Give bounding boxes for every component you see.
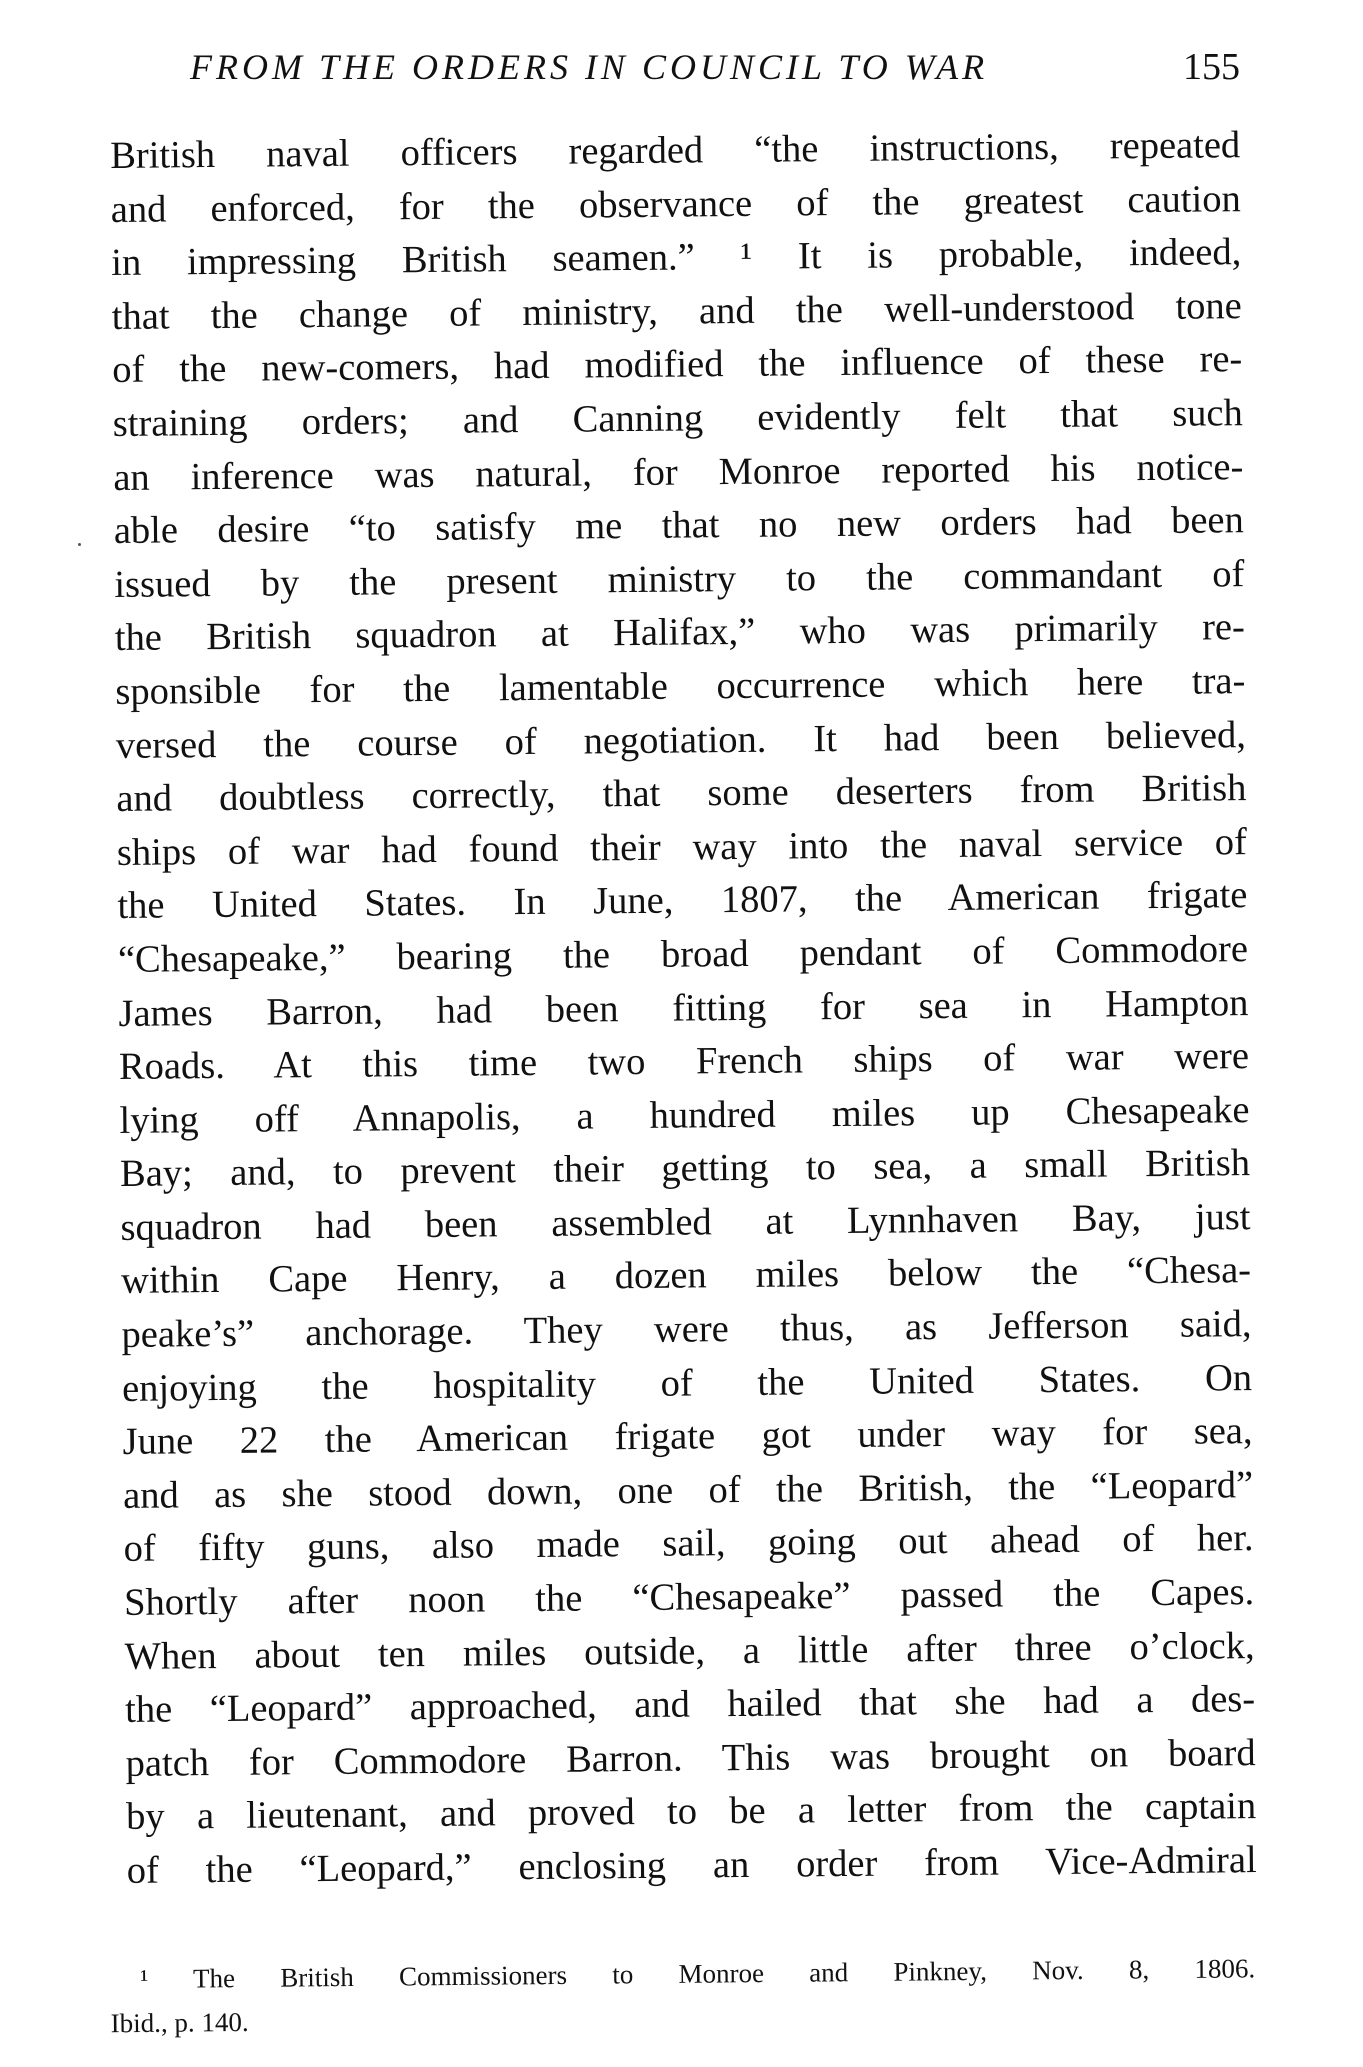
text-line: and doubtless correctly, that some deserters from British — [116, 767, 1247, 821]
text-line: that the change of ministry, and the well-understood tone — [111, 284, 1242, 338]
text-line: versed the course of negotiation. It had been believed, — [115, 713, 1247, 767]
text-line: June 22 the American frigate got under way for sea, — [122, 1410, 1253, 1464]
text-line: the United States. In June, 1807, the American frigate — [117, 874, 1248, 928]
text-line: in impressing British seamen.” ¹ It is probable, indeed, — [111, 231, 1242, 285]
text-line: the British squadron at Halifax,” who was primarily re- — [114, 606, 1246, 660]
text-line: Bay; and, to prevent their getting to sea, a small British — [119, 1142, 1251, 1196]
text-line: an inference was natural, for Monroe reported his notice- — [113, 445, 1244, 499]
text-line: James Barron, had been fitting for sea in Hampton — [118, 981, 1249, 1035]
text-line: “Chesapeake,” bearing the broad pendant of Commodore — [117, 928, 1249, 981]
running-head — [190, 42, 1240, 92]
text-line: sponsible for the lamentable occurrence which here tra- — [115, 660, 1246, 713]
text-line: When about ten miles outside, a little after three o’clock, — [124, 1624, 1255, 1678]
stray-ink-mark — [78, 543, 81, 546]
text-line: issued by the present ministry to the commandant of — [114, 552, 1245, 606]
page-number: 155 — [1183, 46, 1240, 88]
text-line: lying off Annapolis, a hundred miles up Chesapeake — [119, 1088, 1250, 1142]
text-line: of fifty guns, also made sail, going out ahead of her. — [123, 1517, 1254, 1571]
text-line: enjoying the hospitality of the United States. On — [121, 1356, 1253, 1410]
footnote — [110, 1946, 1271, 2045]
footnote-line: ¹ The British Commissioners to Monroe and Pinkney, Nov. 8, 1806. — [140, 1953, 1256, 1994]
text-line: squadron had been assembled at Lynnhaven Bay, just — [120, 1195, 1251, 1249]
text-line: ships of war had found their way into the naval service of — [116, 820, 1248, 874]
text-line: and enforced, for the observance of the greatest caution — [110, 177, 1241, 231]
text-line: and as she stood down, one of the British, the “Leopard” — [122, 1463, 1254, 1517]
running-title: FROM THE ORDERS IN COUNCIL TO WAR — [190, 47, 989, 87]
footnote-line: Ibid., p. 140. — [110, 2006, 249, 2039]
text-line: straining orders; and Canning evidently felt that such — [112, 392, 1243, 445]
text-line: by a lieutenant, and proved to be a letter from the captain — [125, 1785, 1257, 1839]
text-line: Roads. At this time two French ships of war were — [118, 1035, 1250, 1089]
text-line: Shortly after noon the “Chesapeake” passed the Capes. — [123, 1571, 1255, 1624]
text-line: of the “Leopard,” enclosing an order from Vice-Admiral — [126, 1839, 1257, 1892]
text-line: British naval officers regarded “the instructions, repeated — [110, 124, 1241, 177]
text-line: within Cape Henry, a dozen miles below the “Chesa- — [120, 1249, 1252, 1303]
text-line: the “Leopard” approached, and hailed that she had a des- — [124, 1678, 1256, 1732]
text-line: able desire “to satisfy me that no new orders had been — [113, 499, 1245, 553]
body-text — [110, 119, 1257, 1898]
text-line: peake’s” anchorage. They were thus, as Jefferson said, — [121, 1303, 1252, 1357]
text-line: of the new-comers, had modified the influence of these re- — [112, 338, 1243, 392]
text-line: patch for Commodore Barron. This was brought on board — [125, 1731, 1256, 1785]
